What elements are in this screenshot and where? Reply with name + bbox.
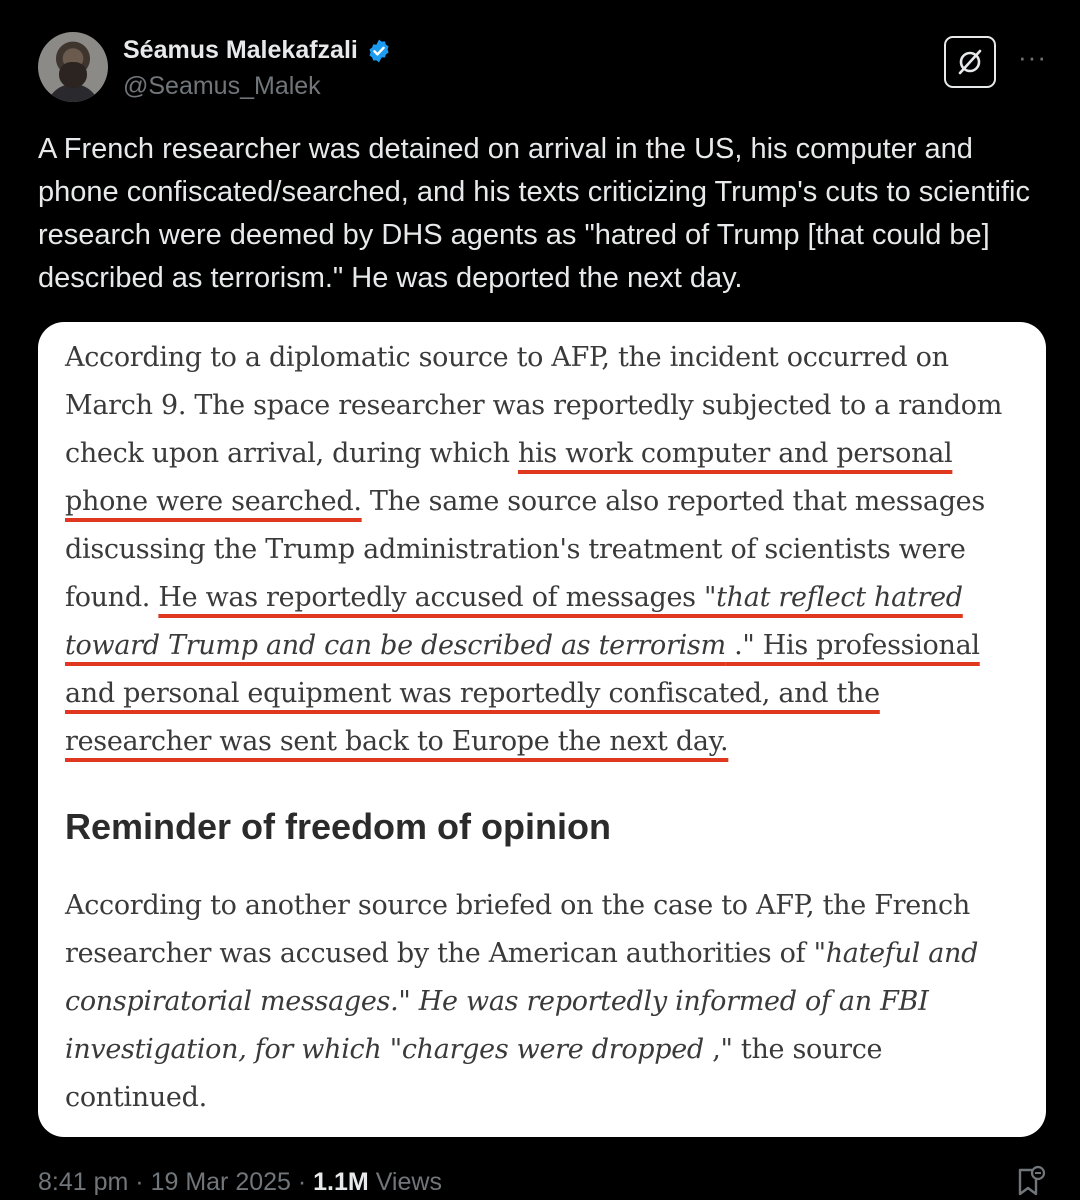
tweet-header [38,30,1048,110]
article-line [65,1026,1025,1074]
tweet-text: A French researcher was detained on arrival in the US, his computer and phone confiscated/searched, and his texts criticizing Trump's cuts to scientific research were deemed by DHS agents as "hatred of Trump [that could be] described as terrorism." He was deported the next day. [38,133,1031,294]
article-line [65,622,1025,670]
views-label: Views [375,1168,442,1196]
article-screenshot [65,334,1025,1122]
article-line: discussing the Trump administration's treatment of scientists were [65,534,966,565]
quote-text: "hateful and [813,938,979,969]
quote-text: investigation, for which "charges were dropped [65,1034,704,1065]
verified-badge-icon[interactable] [366,38,392,64]
article-line: According to another source briefed on the case to AFP, the French [65,890,970,921]
underlined-text: ." His professional [725,630,980,661]
underlined-text: his work computer and personal [517,438,953,469]
article-paragraph-1 [65,334,1025,766]
attached-image[interactable] [38,322,1046,1137]
article-heading: Reminder of freedom of opinion [65,806,611,847]
underlined-text: phone were searched. [65,486,362,517]
article-line [65,718,1025,766]
author-handle[interactable]: @Seamus_Malek [123,72,321,100]
underlined-quote: "that reflect hatred [704,582,963,613]
article-line [65,430,1025,478]
underlined-text: and personal equipment was reportedly confiscated, and the [65,678,880,709]
tweet-date[interactable]: 19 Mar 2025 [150,1168,291,1196]
underlined-quote: toward Trump and can be described as terrorism [65,630,726,661]
article-line [65,478,1025,526]
article-line [65,574,1025,622]
article-text: check upon arrival, during which [65,438,518,469]
article-text: ," the source [703,1034,883,1065]
article-text: found. [65,582,159,613]
bookmark-icon[interactable] [1012,1164,1048,1200]
underlined-text: He was reportedly accused of messages [158,582,705,613]
grok-icon [955,47,985,77]
grok-button[interactable] [944,36,996,88]
separator: · [290,1168,314,1196]
article-paragraph-2 [65,882,1025,1122]
avatar[interactable] [38,32,108,102]
article-line [65,670,1025,718]
article-text: researcher was accused by the American authorities of [65,938,814,969]
article-line [65,930,1025,978]
tweet-meta [38,1168,442,1197]
article-line: conspiratorial messages." He was reportedly informed of an FBI [65,986,929,1017]
article-line: March 9. The space researcher was reportedly subjected to a random [65,390,1003,421]
article-line: continued. [65,1082,207,1113]
underlined-text: researcher was sent back to Europe the next day. [65,726,729,757]
article-text: The same source also reported that messages [361,486,985,517]
separator: · [128,1168,151,1196]
tweet-time[interactable]: 8:41 pm [38,1168,129,1196]
more-icon[interactable]: ··· [1018,42,1047,72]
author-name[interactable]: Séamus Malekafzali [123,36,358,64]
views-count: 1.1M [313,1168,369,1196]
article-line: According to a diplomatic source to AFP, the incident occurred on [65,342,949,373]
author-name-row [123,36,392,65]
